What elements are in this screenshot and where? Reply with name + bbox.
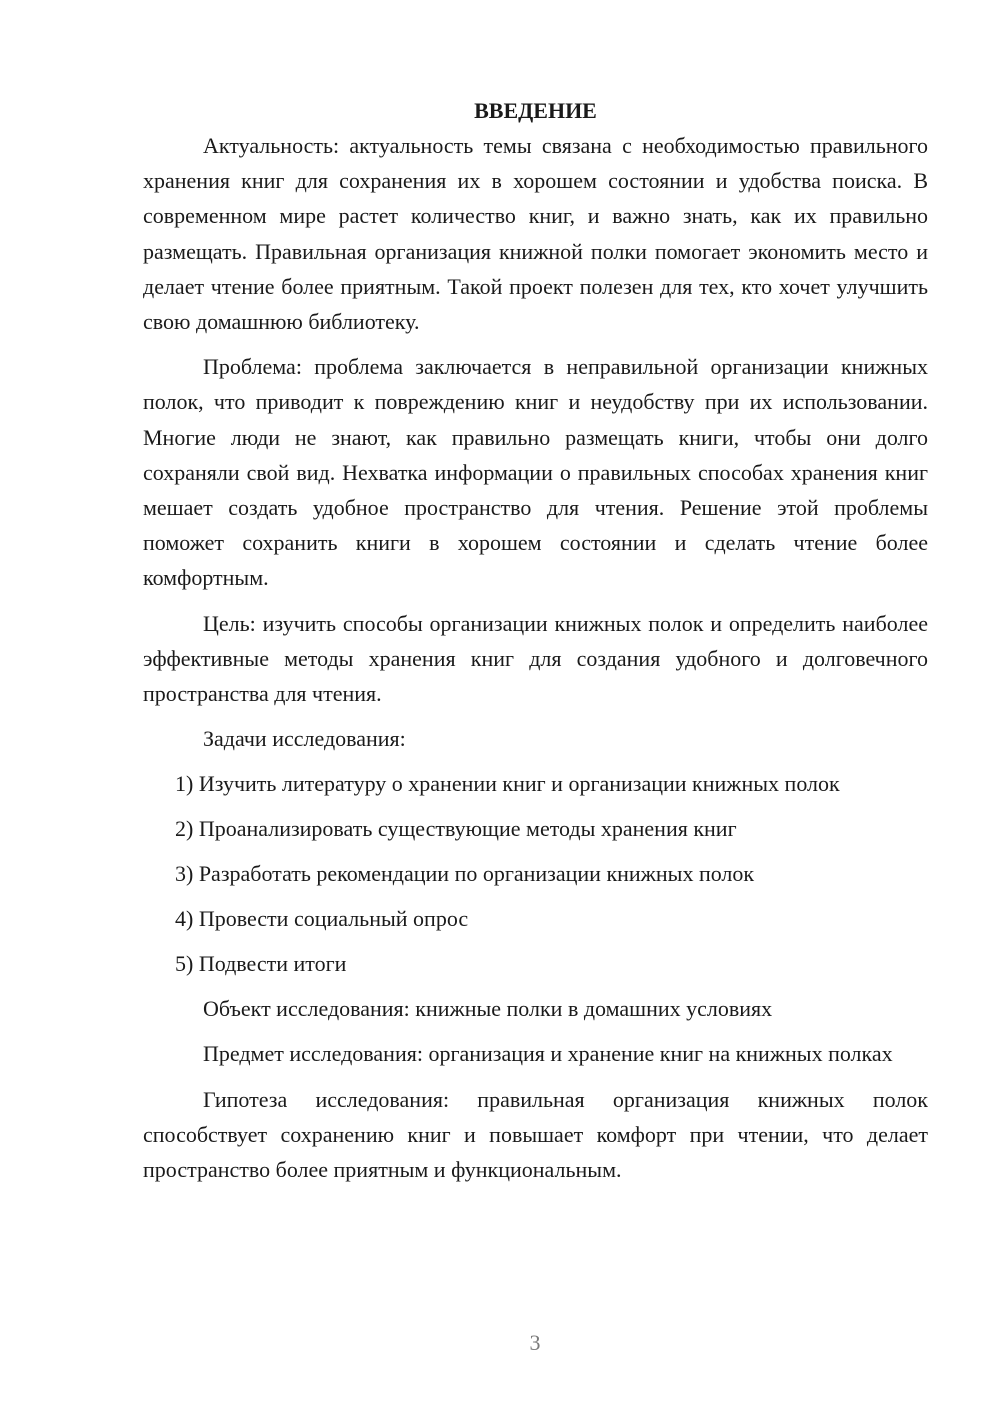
page-title: ВВЕДЕНИЕ (474, 98, 597, 123)
tasks-heading: Задачи исследования: (203, 726, 406, 752)
task-item: 4) Провести социальный опрос (175, 906, 469, 932)
document-page (143, 93, 928, 1187)
task-item: 5) Подвести итоги (175, 951, 347, 977)
page-number: 3 (529, 1330, 541, 1355)
subject-paragraph: Предмет исследования: организация и хранение книг на книжных полках (203, 1041, 893, 1067)
task-item: 2) Проанализировать существующие методы хранения книг (175, 816, 737, 842)
goal-paragraph: Цель: изучить способы организации книжных полок и определить наиболее эффективные методы хранения книг для создания удобного и долговечного пространства для чтения. (143, 610, 928, 707)
task-item: 1) Изучить литературу о хранении книг и организации книжных полок (175, 771, 840, 797)
problem-paragraph: Проблема: проблема заключается в неправильной организации книжных полок, что приводит к повреждению книг и неудобству при их использовании. Многие люди не знают, как правильно размещать книги, чтобы они долго сохраняли свой вид. Нехватка информации о правильных способах хранения книг мешает создать удобное пространство для чтения. Решение этой проблемы поможет сохранить книги в хорошем состоянии и сделать чтение более комфортным. (143, 354, 928, 591)
hypothesis-paragraph: Гипотеза исследования: правильная организация книжных полок способствует сохранению книг и повышает комфорт при чтении, что делает пространство более приятным и функциональным. (143, 1086, 928, 1183)
object-paragraph: Объект исследования: книжные полки в домашних условиях (203, 996, 773, 1022)
task-item: 3) Разработать рекомендации по организации книжных полок (175, 861, 755, 887)
tasks-list (143, 766, 928, 981)
relevance-paragraph: Актуальность: актуальность темы связана с необходимостью правильного хранения книг для сохранения их в хорошем состоянии и удобства поиска. В современном мире растет количество книг, и важно знать, как их правильно размещать. Правильная организация книжной полки помогает экономить место и делает чтение более приятным. Такой проект полезен для тех, кто хочет улучшить свою домашнюю библиотеку. (143, 133, 928, 335)
